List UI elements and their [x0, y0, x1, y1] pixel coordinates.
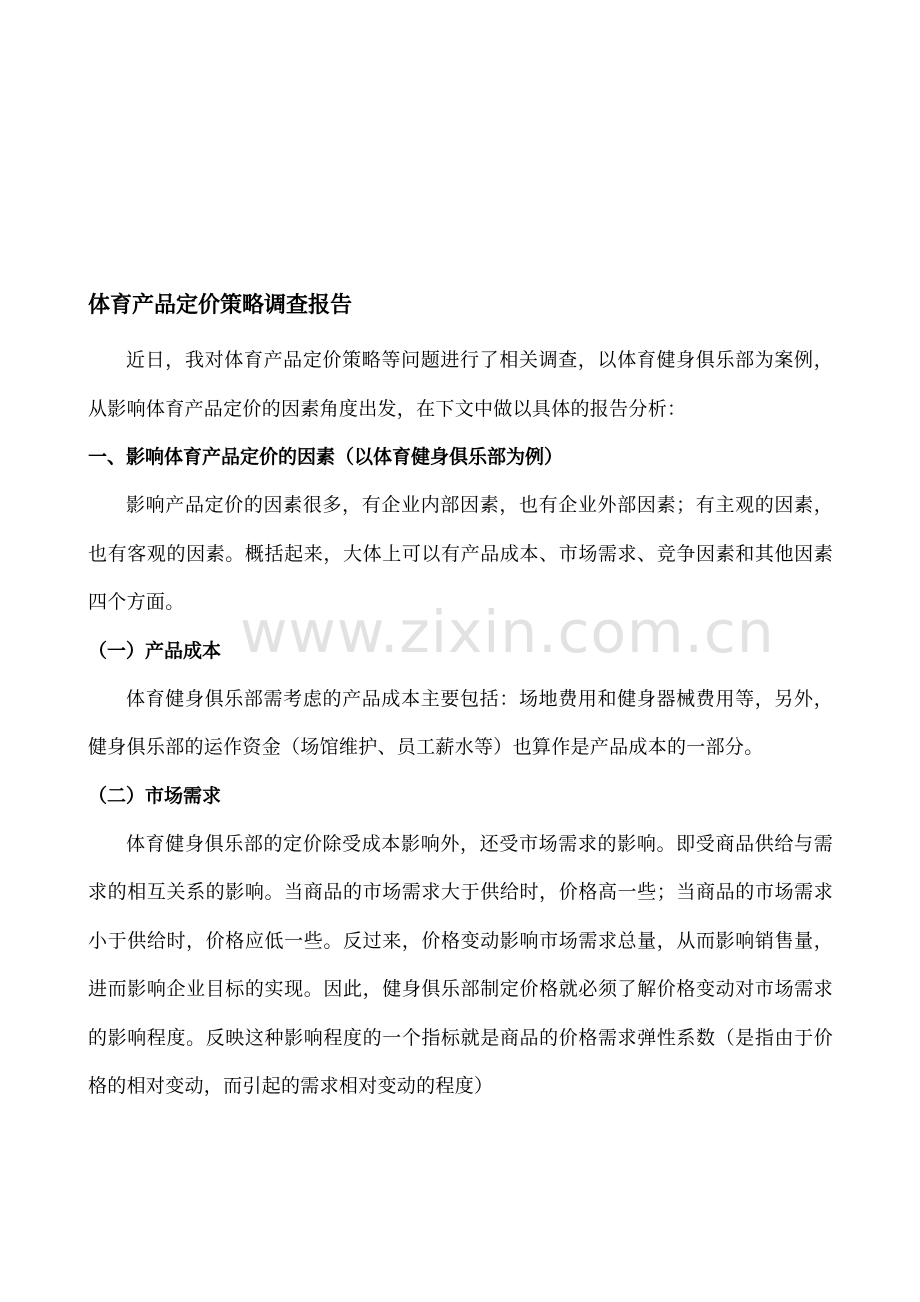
document-title: 体育产品定价策略调查报告 — [88, 293, 353, 318]
document-page — [88, 286, 833, 1111]
site-watermark: www.zixin.com.cn — [240, 598, 775, 666]
factors-paragraph: 影响产品定价的因素很多，有企业内部因素，也有企业外部因素；有主观的因素，也有客观的因素。概括起来，大体上可以有产品成本、市场需求、竞争因素和其他因素四个方面。 — [88, 494, 833, 613]
product-cost-paragraph: 体育健身俱乐部需考虑的产品成本主要包括：场地费用和健身器械费用等，另外，健身俱乐部的运作资金（场馆维护、员工薪水等）也算作是产品成本的一部分。 — [88, 687, 833, 758]
intro-paragraph: 近日，我对体育产品定价策略等问题进行了相关调查，以体育健身俱乐部为案例，从影响体育产品定价的因素角度出发，在下文中做以具体的报告分析： — [88, 349, 833, 420]
subsection-heading-market-demand: （二）市场需求 — [88, 784, 222, 807]
market-demand-paragraph: 体育健身俱乐部的定价除受成本影响外，还受市场需求的影响。即受商品供给与需求的相互关系的影响。当商品的市场需求大于供给时，价格高一些；当商品的市场需求小于供给时，价格应低一些。反过来，价格变动影响市场需求总量，从而影响销售量，进而影响企业目标的实现。因此，健身俱乐部制定价格就必须了解价格变动对市场需求的影响程度。反映这种影响程度的一个指标就是商品的价格需求弹性系数（是指由于价格的相对变动，而引起的需求相对变动的程度） — [88, 832, 833, 1097]
section-heading-factors: 一、影响体育产品定价的因素（以体育健身俱乐部为例） — [88, 446, 564, 468]
subsection-heading-product-cost: （一）产品成本 — [88, 639, 222, 662]
